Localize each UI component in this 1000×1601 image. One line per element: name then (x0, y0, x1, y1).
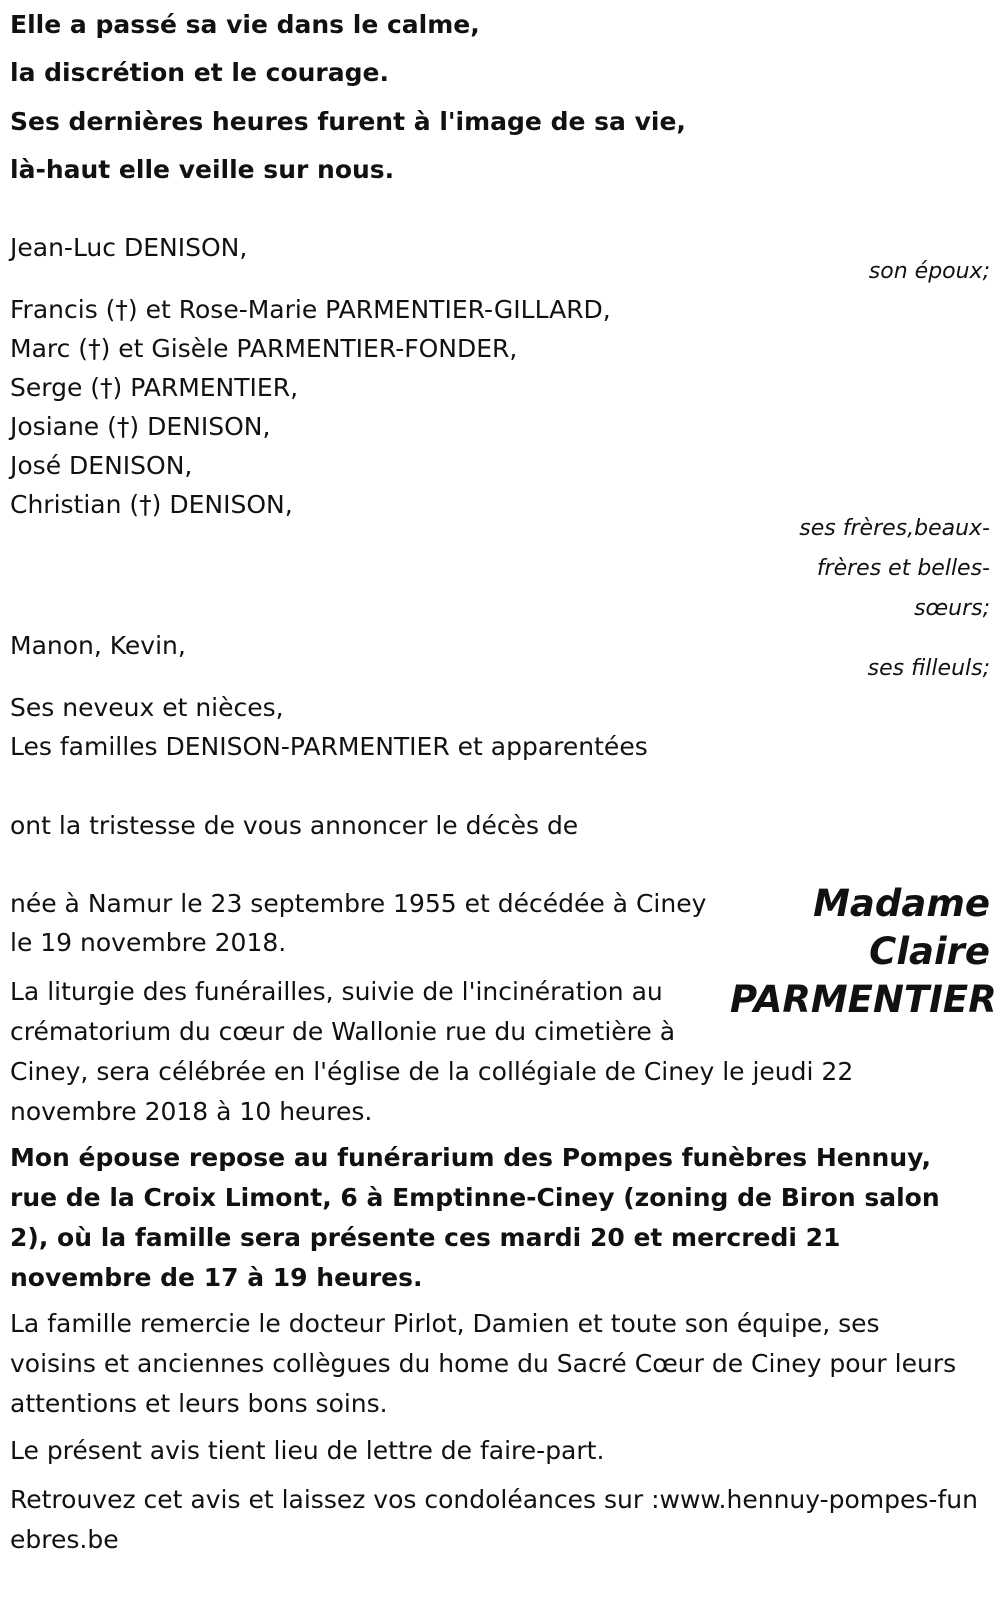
families: Les familles DENISON-PARMENTIER et apparentées (10, 732, 648, 761)
sibling-2: Marc (†) et Gisèle PARMENTIER-FONDER, (10, 334, 518, 363)
deceased-last-name: PARMENTIER (730, 978, 997, 1021)
poem-line-4: là-haut elle veille sur nous. (10, 155, 395, 184)
visitation-paragraph: Mon épouse repose au funérarium des Pompes funèbres Hennuy, rue de la Croix Limont, 6 à Emptinne-Ciney (zoning de Biron salon 2), où la famille sera présente ces mardi 20 et mercredi 21 novembre de 17 à 19 heures. (10, 1143, 940, 1292)
birth-death-line-2: le 19 novembre 2018. (10, 928, 287, 957)
spouse-relation: son époux; (868, 259, 990, 284)
condolences-line: Retrouvez cet avis et laissez vos condoléances sur :www.hennuy-pompes-funebres.be (10, 1485, 978, 1554)
notice-line: Le présent avis tient lieu de lettre de faire-part. (10, 1436, 605, 1465)
announcement: ont la tristesse de vous annoncer le décès de (10, 811, 579, 840)
sibling-4: Josiane (†) DENISON, (10, 412, 271, 441)
godchildren-relation: ses filleuls; (867, 656, 990, 681)
name-spacer (713, 972, 975, 1050)
liturgy-paragraph (10, 972, 975, 1132)
sibling-1: Francis (†) et Rose-Marie PARMENTIER-GILLARD, (10, 295, 611, 324)
deceased-first-name: Claire (869, 930, 990, 973)
thanks-paragraph: La famille remercie le docteur Pirlot, Damien et toute son équipe, ses voisins et anciennes collègues du home du Sacré Cœur de Ciney pour leurs attentions et leurs bons soins. (10, 1309, 957, 1418)
liturgy-text: La liturgie des funérailles, suivie de l'incinération au crématorium du cœur de Wallonie rue du cimetière à Ciney, sera célébrée en l'église de la collégiale de Ciney le jeudi 22 novembre 2018 à 10 heures. (10, 977, 854, 1126)
spouse-name: Jean-Luc DENISON, (10, 233, 248, 262)
poem-line-3: Ses dernières heures furent à l'image de sa vie, (10, 107, 686, 136)
sibling-3: Serge (†) PARMENTIER, (10, 373, 299, 402)
nephews-nieces: Ses neveux et nièces, (10, 693, 284, 722)
godchildren-names: Manon, Kevin, (10, 631, 186, 660)
sibling-5: José DENISON, (10, 451, 193, 480)
poem-line-2: la discrétion et le courage. (10, 58, 389, 87)
birth-death-line-1: née à Namur le 23 septembre 1955 et décédée à Ciney (10, 889, 707, 918)
siblings-relation: ses frères,beaux-frères et belles-sœurs; (799, 516, 990, 621)
sibling-6: Christian (†) DENISON, (10, 490, 293, 519)
poem-line-1: Elle a passé sa vie dans le calme, (10, 10, 480, 39)
deceased-title: Madame (813, 882, 990, 925)
